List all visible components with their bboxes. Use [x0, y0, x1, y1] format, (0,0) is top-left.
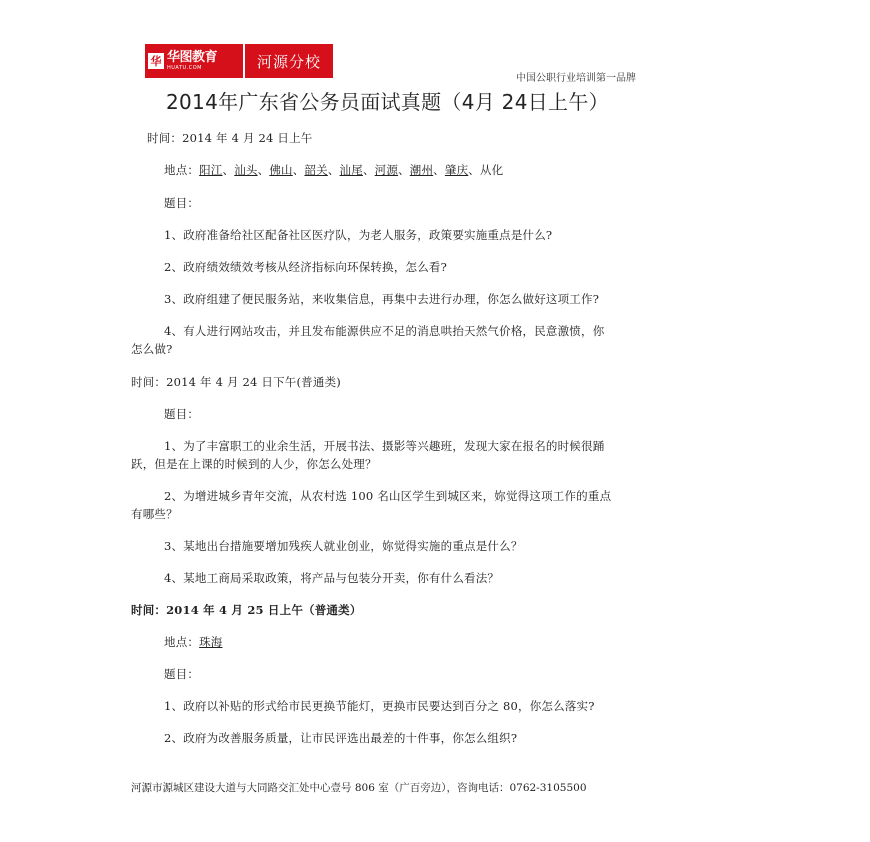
place-link[interactable]: 汕头 — [234, 163, 258, 177]
section1-time: 时间：2014 年 4 月 24 日上午 — [147, 131, 313, 145]
question-continued: 跃，但是在上课的时候到的人少，你怎么处理？ — [131, 457, 377, 471]
section3-topic: 题目： — [164, 667, 200, 681]
question: 2、为增进城乡青年交流，从农村选 100 名山区学生到城区来，妳觉得这项工作的重点 — [164, 489, 612, 503]
tagline: 中国公职行业培训第一品牌 — [516, 73, 636, 84]
place-link[interactable]: 肇庆 — [444, 163, 469, 177]
place-link[interactable]: 佛山 — [269, 163, 293, 177]
section1-topic: 题目： — [164, 196, 200, 210]
section3-time: 时间：2014 年 4 月 25 日上午（普通类） — [131, 603, 362, 617]
question-continued: 有哪些？ — [131, 507, 178, 521]
logo-branch-name: 河源分校 — [243, 44, 333, 78]
question: 4、某地工商局采取政策，将产品与包装分开卖，你有什么看法？ — [164, 571, 500, 585]
document-title: 2014年广东省公务员面试真题（4月 24日上午） — [166, 90, 609, 114]
separator: 、 — [257, 163, 270, 177]
place-link[interactable]: 潮州 — [409, 163, 434, 177]
section2-time: 时间：2014 年 4 月 24 日下午(普通类) — [131, 375, 341, 389]
separator: 、 — [292, 163, 305, 177]
logo-brand-name: 华图教育 — [167, 50, 218, 65]
question: 1、政府以补贴的形式给市民更换节能灯，更换市民要达到百分之 80，你怎么落实? — [164, 699, 595, 713]
separator: 、 — [362, 163, 375, 177]
place-label: 地点： — [164, 635, 200, 649]
question: 4、有人进行网站攻击，并且发布能源供应不足的消息哄抬天然气价格，民意激愤，你 — [164, 324, 605, 338]
logo-brand-block — [145, 44, 243, 78]
separator: 、 — [398, 163, 410, 177]
section3-place — [164, 634, 223, 650]
question: 1、政府准备给社区配备社区医疗队，为老人服务，政策要实施重点是什么? — [164, 228, 553, 242]
section2-topic: 题目： — [164, 407, 200, 421]
logo-mark-icon: 华 — [148, 53, 164, 69]
place-link[interactable]: 珠海 — [199, 635, 223, 649]
section1-places — [164, 162, 503, 178]
separator: 、 — [468, 163, 480, 177]
separator: 、 — [327, 163, 340, 177]
separator: 、 — [433, 163, 445, 177]
question: 3、某地出台措施要增加残疾人就业创业，妳觉得实施的重点是什么？ — [164, 539, 523, 553]
question: 1、为了丰富职工的业余生活，开展书法、摄影等兴趣班，发现大家在报名的时候很踊 — [164, 439, 605, 453]
place-link[interactable]: 阳江 — [199, 163, 223, 177]
question-continued: 怎么做? — [131, 342, 173, 356]
place-link[interactable]: 韶关 — [304, 163, 328, 177]
question: 2、政府绩效绩效考核从经济指标向环保转换，怎么看? — [164, 260, 447, 274]
question: 2、政府为改善服务质量，让市民评选出最差的十件事，你怎么组织? — [164, 731, 518, 745]
place-link[interactable]: 河源 — [374, 163, 399, 177]
brand-logo — [145, 44, 333, 78]
logo-url: HUATU.COM — [167, 65, 202, 71]
question: 3、政府组建了便民服务站，来收集信息，再集中去进行办理，你怎么做好这项工作? — [164, 292, 600, 306]
place-link[interactable]: 汕尾 — [339, 163, 363, 177]
footer-contact: 河源市源城区建设大道与大同路交汇处中心壹号 806 室（广百旁边），咨询电话：0762-3105500 — [131, 782, 587, 794]
separator: 、 — [222, 163, 235, 177]
place-text: 从化 — [479, 163, 504, 177]
place-label: 地点： — [164, 163, 200, 177]
